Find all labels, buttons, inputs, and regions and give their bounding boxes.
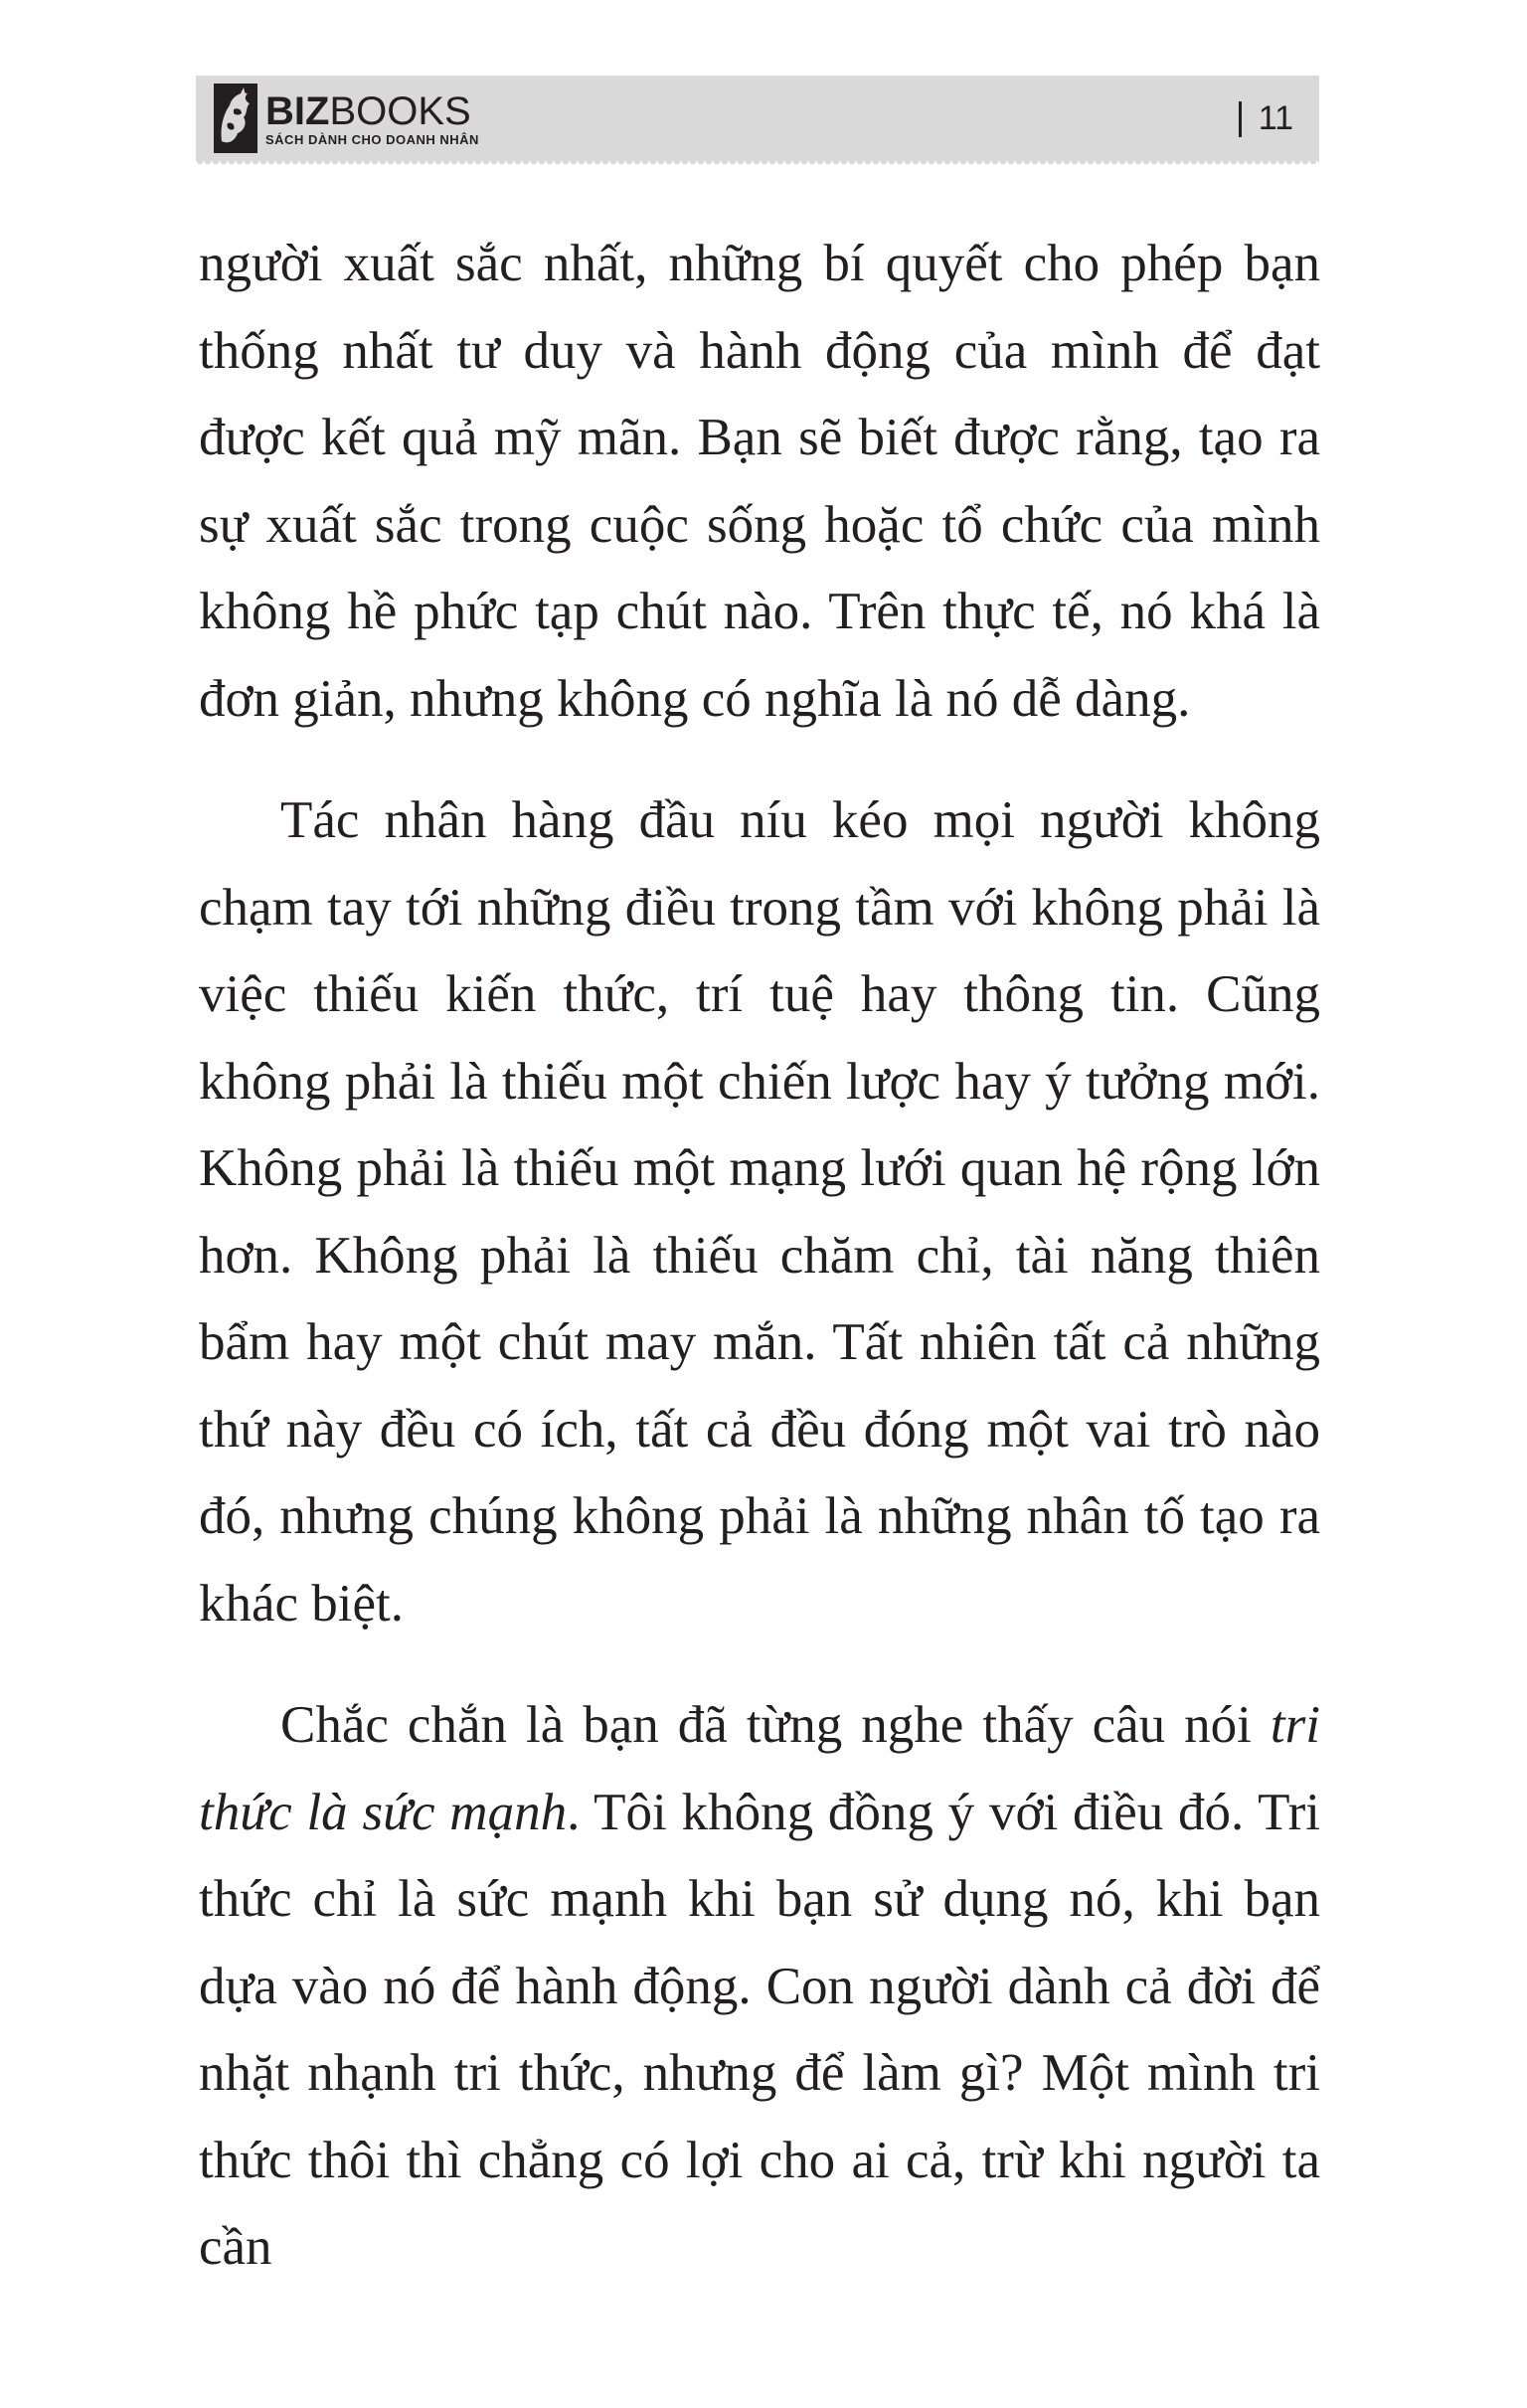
running-header [196, 76, 1319, 161]
logo-text [265, 90, 479, 147]
lion-head-icon [214, 84, 257, 153]
paragraph-3 [199, 1682, 1320, 2292]
brand-light: BOOKS [329, 88, 471, 133]
page-number: 11 [1258, 99, 1293, 137]
bizbooks-logo [214, 84, 479, 153]
paragraph-3-end: . Tôi không đồng ý với điều đó. Tri thức chỉ là sức mạnh khi bạn sử dụng nó, khi bạn dựa vào nó để hành động. Con người dành cả đời để nhặt nhạnh tri thức, nhưng để làm gì? Một mình tri thức thôi thì chẳng có lợi cho ai cả, trừ khi người ta cần [199, 1783, 1320, 2276]
header-separator [1239, 101, 1242, 137]
brand-name [265, 90, 479, 132]
paragraph-2: Tác nhân hàng đầu níu kéo mọi người không chạm tay tới những điều trong tầm với không phải là việc thiếu kiến thức, trí tuệ hay thông tin. Cũng không phải là thiếu một chiến lược hay ý tưởng mới. Không phải là thiếu một mạng lưới quan hệ rộng lớn hơn. Không phải là thiếu chăm chỉ, tài năng thiên bẩm hay một chút may mắn. Tất nhiên tất cả những thứ này đều có ích, tất cả đều đóng một vai trò nào đó, nhưng chúng không phải là những nhân tố tạo ra khác biệt. [199, 791, 1320, 1633]
paragraph-3-start: Chắc chắn là bạn đã từng nghe thấy câu nói [280, 1696, 1271, 1754]
paragraph-3-italic-quote: tri thức là sức mạnh [199, 1696, 1320, 1841]
page-body [199, 221, 1320, 2292]
paragraph-1: người xuất sắc nhất, những bí quyết cho phép bạn thống nhất tư duy và hành động của mình để đạt được kết quả mỹ mãn. Bạn sẽ biết được rằng, tạo ra sự xuất sắc trong cuộc sống hoặc tổ chức của mình không hề phức tạp chút nào. Trên thực tế, nó khá là đơn giản, nhưng không có nghĩa là nó dễ dàng. [199, 235, 1320, 728]
brand-bold: BIZ [265, 88, 330, 133]
brand-tagline: SÁCH DÀNH CHO DOANH NHÂN [265, 131, 479, 147]
